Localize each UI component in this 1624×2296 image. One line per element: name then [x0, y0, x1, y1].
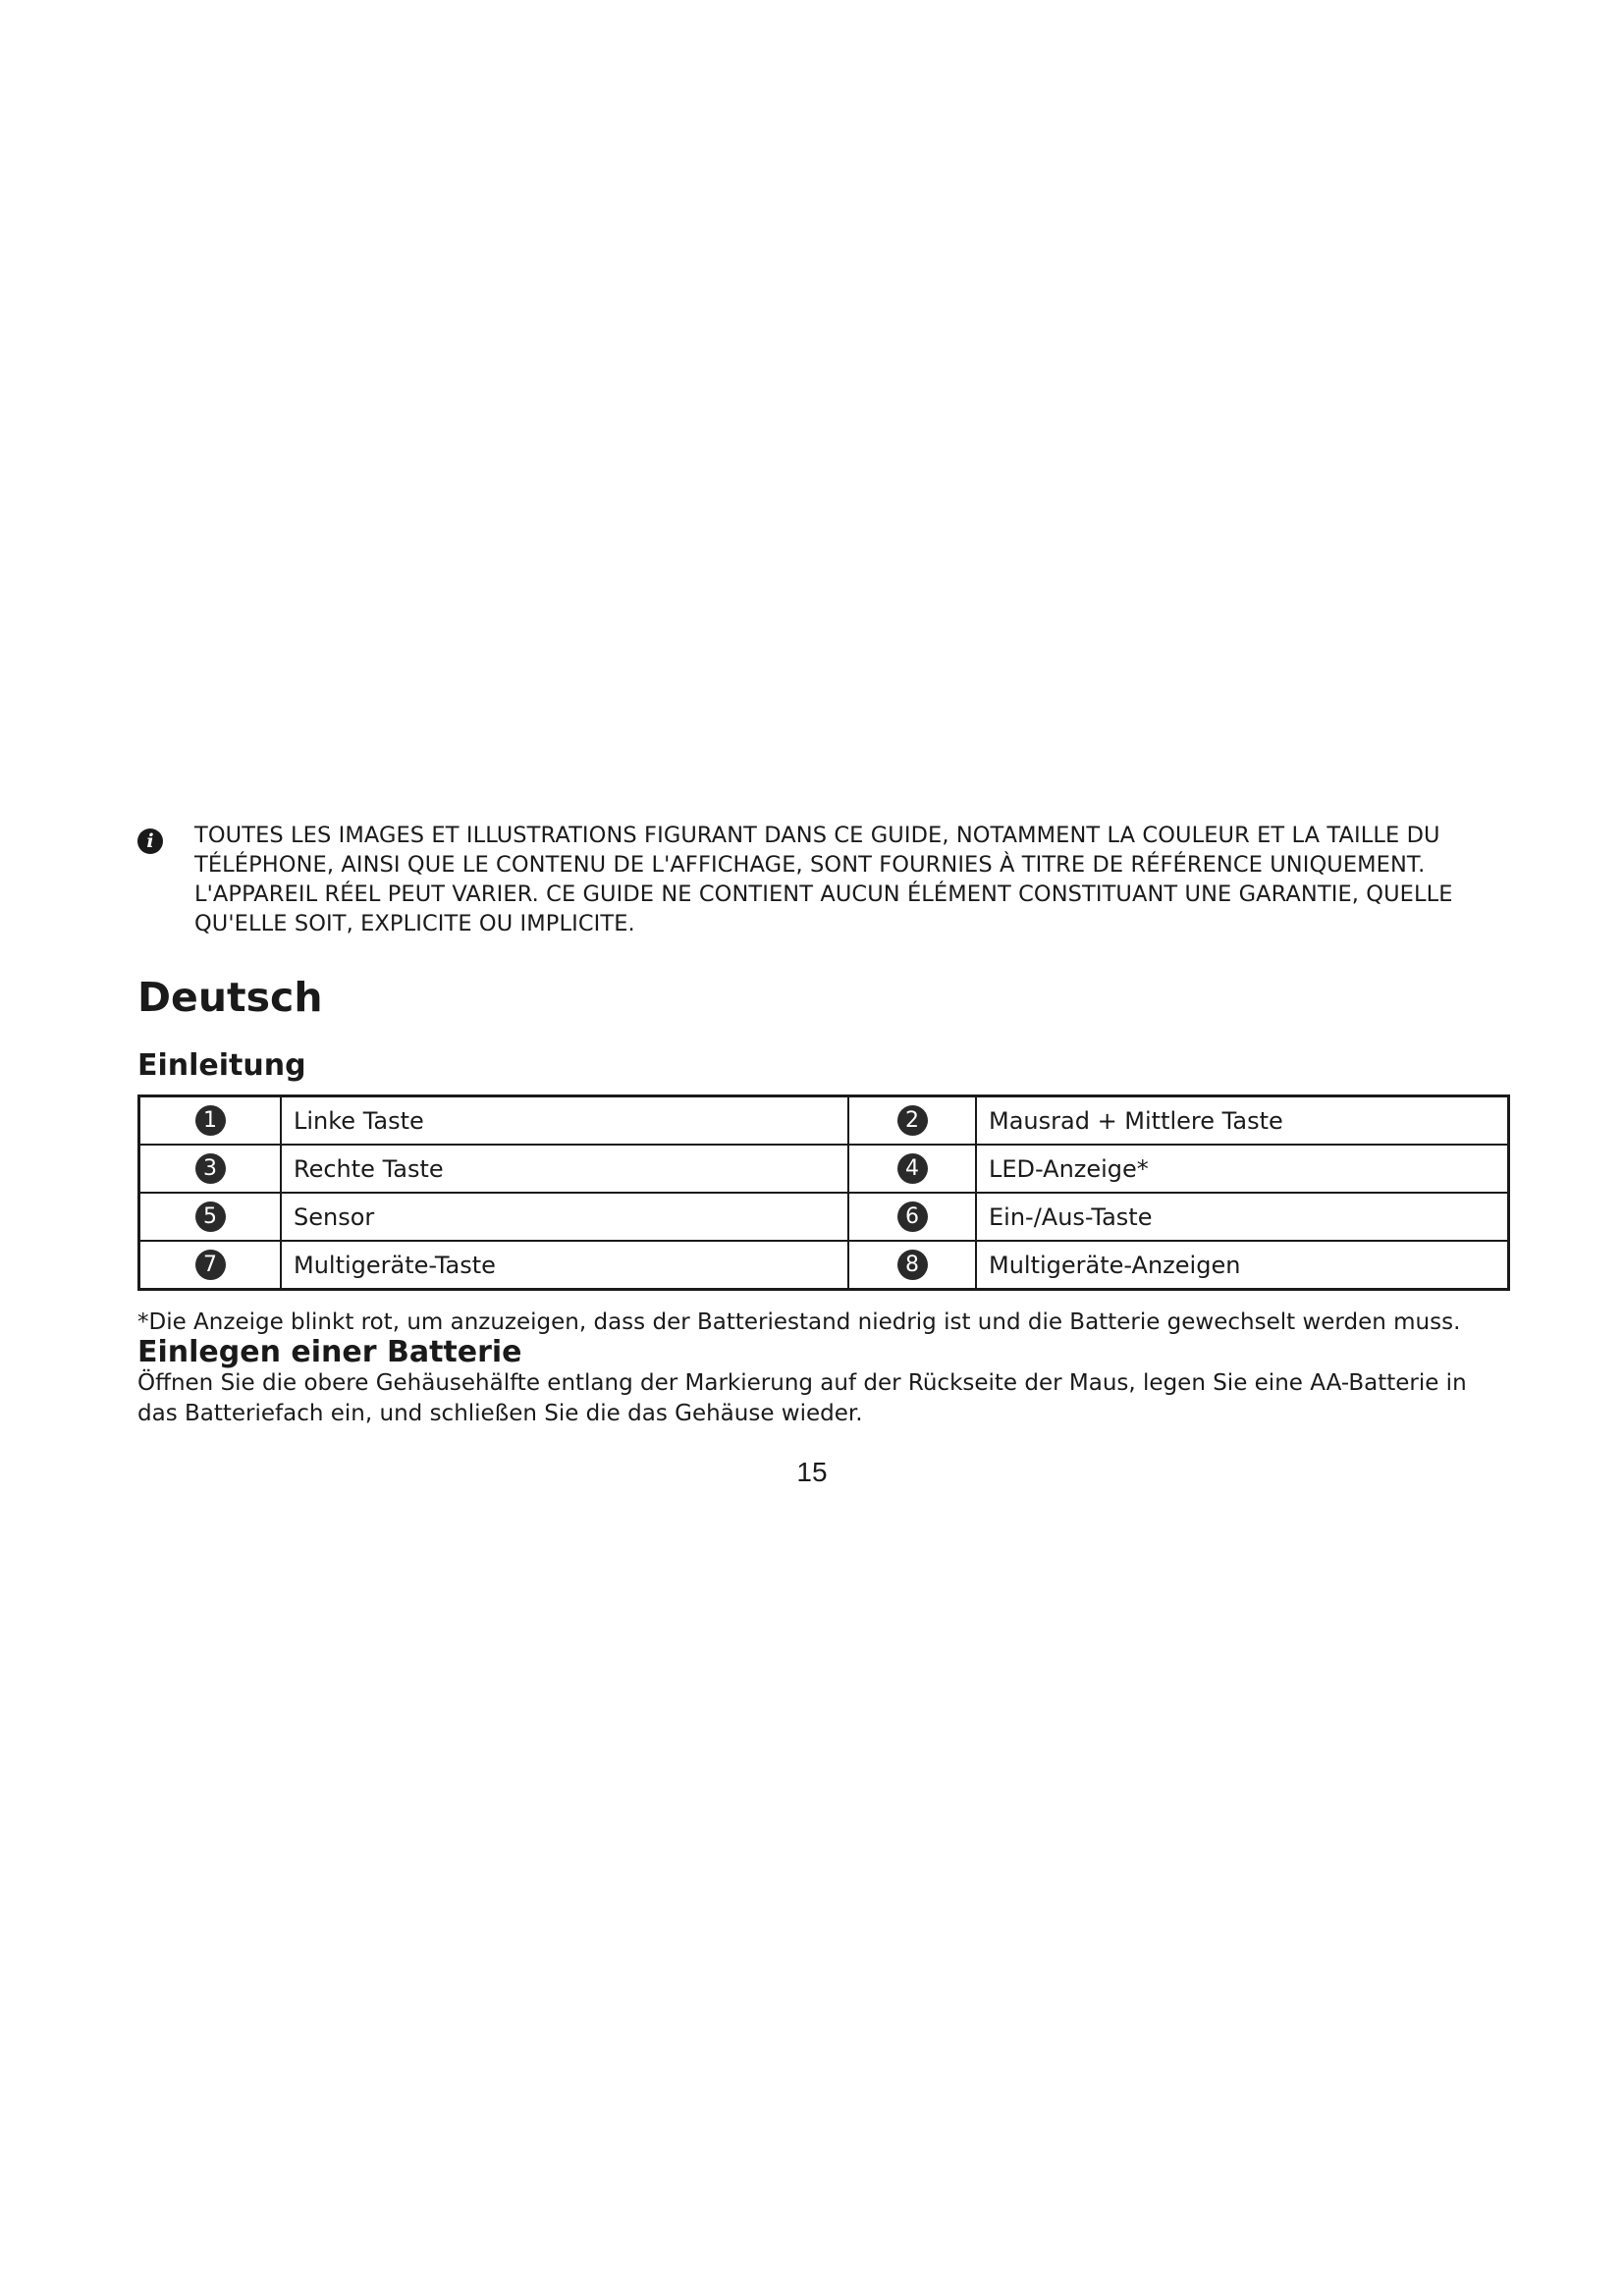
part-label: Rechte Taste [281, 1145, 848, 1193]
part-number-cell [848, 1096, 976, 1146]
part-number-cell [848, 1193, 976, 1241]
table-row [139, 1193, 1509, 1241]
part-number-cell [848, 1145, 976, 1193]
disclaimer-notice [137, 821, 1512, 938]
battery-instructions: Öffnen Sie die obere Gehäusehälfte entlang der Markierung auf der Rückseite der Maus, legen Sie eine AA-Batterie in das Batteriefach ein, und schließen Sie die das Gehäuse wieder. [137, 1370, 1467, 1426]
intro-heading: Einleitung [137, 1048, 306, 1083]
language-heading: Deutsch [137, 974, 323, 1021]
battery-heading: Einlegen einer Batterie [137, 1335, 522, 1369]
info-icon: i [137, 828, 163, 854]
part-number-badge: 2 [897, 1105, 928, 1136]
part-number-badge: 4 [897, 1153, 928, 1184]
part-number-cell [848, 1241, 976, 1290]
part-label: Mausrad + Mittlere Taste [976, 1096, 1509, 1146]
part-number-cell [139, 1145, 282, 1193]
part-label: Linke Taste [281, 1096, 848, 1146]
part-number-cell [139, 1241, 282, 1290]
part-label: Sensor [281, 1193, 848, 1241]
part-number-badge: 3 [195, 1153, 226, 1184]
part-label: Ein-/Aus-Taste [976, 1193, 1509, 1241]
page-number: 15 [796, 1457, 828, 1487]
led-footnote: *Die Anzeige blinkt rot, um anzuzeigen, dass der Batteriestand niedrig ist und die Batterie gewechselt werden muss. [137, 1309, 1461, 1335]
part-number-cell [139, 1193, 282, 1241]
part-number-badge: 5 [195, 1201, 226, 1232]
table-row [139, 1241, 1509, 1290]
part-label: Multigeräte-Taste [281, 1241, 848, 1290]
parts-table [137, 1095, 1510, 1291]
table-row [139, 1145, 1509, 1193]
table-row [139, 1096, 1509, 1146]
part-label: Multigeräte-Anzeigen [976, 1241, 1509, 1290]
disclaimer-text: TOUTES LES IMAGES ET ILLUSTRATIONS FIGURANT DANS CE GUIDE, NOTAMMENT LA COULEUR ET LA TAILLE DU TÉLÉPHONE, AINSI QUE LE CONTENU DE L'AFFICHAGE, SONT FOURNIES À TITRE DE RÉFÉRENCE UNIQUEMENT. L'APPAREIL RÉEL PEUT VARIER. CE GUIDE NE CONTIENT AUCUN ÉLÉMENT CONSTITUANT UNE GARANTIE, QUELLE QU'ELLE SOIT, EXPLICITE OU IMPLICITE. [194, 823, 1453, 936]
part-number-cell [139, 1096, 282, 1146]
part-number-badge: 6 [897, 1201, 928, 1232]
part-label: LED-Anzeige* [976, 1145, 1509, 1193]
part-number-badge: 7 [195, 1250, 226, 1280]
part-number-badge: 8 [897, 1250, 928, 1280]
part-number-badge: 1 [195, 1105, 226, 1136]
